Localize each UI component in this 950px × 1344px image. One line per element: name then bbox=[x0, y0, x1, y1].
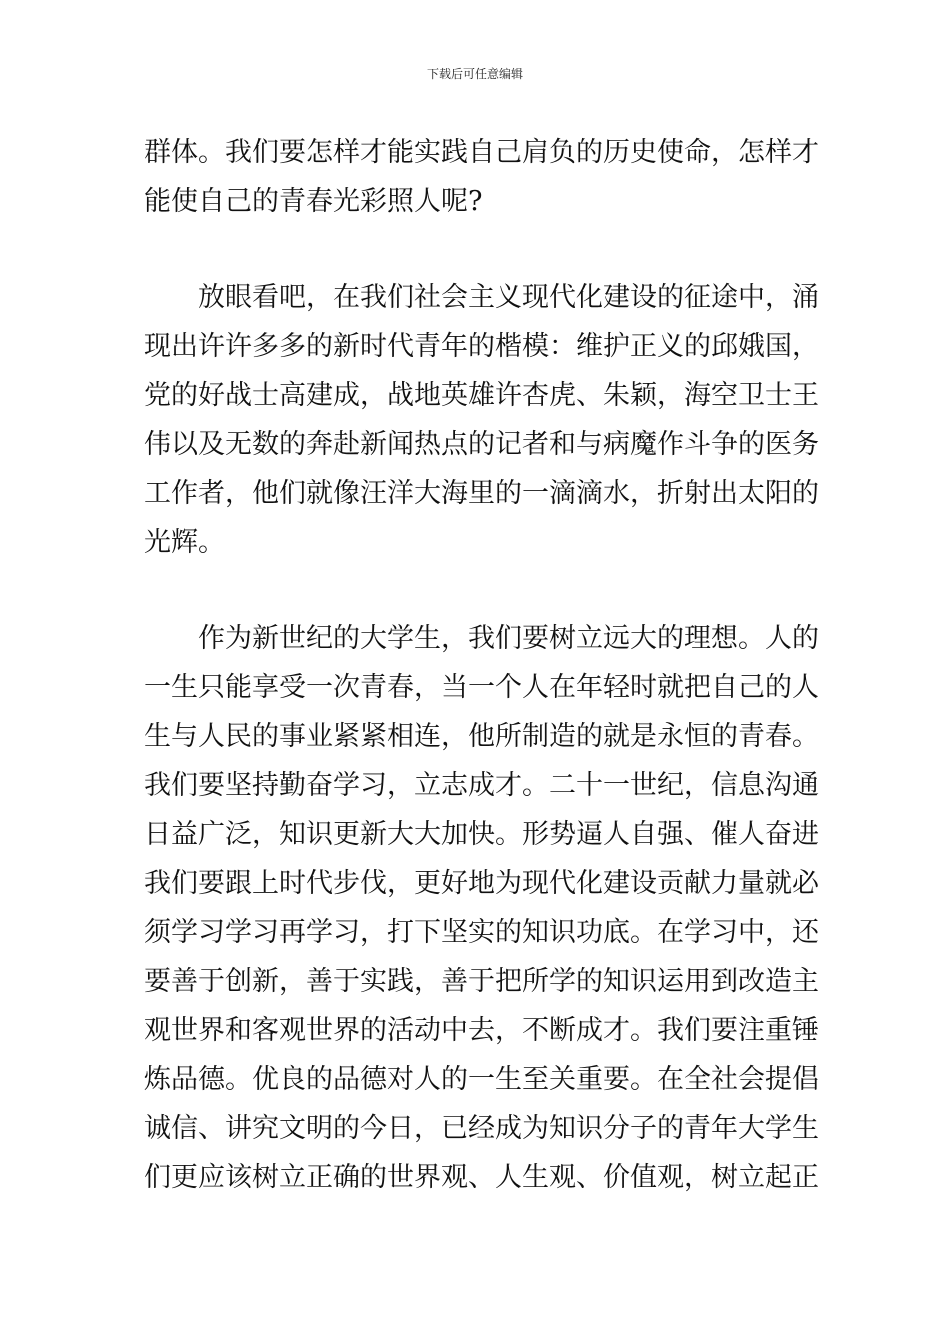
text-line: 们更应该树立正确的世界观、人生观、价值观，树立起正 bbox=[144, 1162, 819, 1193]
text-line: 须学习学习再学习，打下坚实的知识功底。在学习中，还 bbox=[144, 917, 819, 948]
text-line: 生与人民的事业紧紧相连，他所制造的就是永恒的青春。 bbox=[144, 721, 819, 752]
text-line: 一生只能享受一次青春，当一个人在年轻时就把自己的人 bbox=[144, 672, 819, 703]
document-body bbox=[144, 128, 819, 1202]
text-line: 能使自己的青春光彩照人呢? bbox=[144, 186, 483, 217]
text-line: 群体。我们要怎样才能实践自己肩负的历史使命，怎样才 bbox=[144, 137, 819, 168]
text-line: 现出许许多多的新时代青年的楷模：维护正义的邱娥国， bbox=[144, 331, 819, 362]
paragraph-3 bbox=[144, 614, 819, 1202]
text-line: 观世界和客观世界的活动中去，不断成才。我们要注重锤 bbox=[144, 1015, 819, 1046]
paragraph-1 bbox=[144, 128, 819, 226]
paragraph-2 bbox=[144, 273, 819, 567]
text-line: 要善于创新，善于实践，善于把所学的知识运用到改造主 bbox=[144, 966, 819, 997]
text-line: 日益广泛，知识更新大大加快。形势逼人自强、催人奋进 bbox=[144, 819, 819, 850]
text-line: 光辉。 bbox=[144, 527, 225, 558]
text-line: 伟以及无数的奔赴新闻热点的记者和与病魔作斗争的医务 bbox=[144, 429, 819, 460]
text-line: 炼品德。优良的品德对人的一生至关重要。在全社会提倡 bbox=[144, 1064, 819, 1095]
text-line: 作为新世纪的大学生，我们要树立远大的理想。人的 bbox=[198, 623, 819, 654]
text-line: 放眼看吧，在我们社会主义现代化建设的征途中，涌 bbox=[198, 282, 819, 313]
paragraph-gap bbox=[144, 226, 808, 273]
text-line: 工作者，他们就像汪洋大海里的一滴滴水，折射出太阳的 bbox=[144, 478, 819, 509]
text-line: 我们要坚持勤奋学习，立志成才。二十一世纪，信息沟通 bbox=[144, 770, 819, 801]
paragraph-gap bbox=[144, 567, 808, 614]
text-line: 党的好战士高建成，战地英雄许杏虎、朱颖，海空卫士王 bbox=[144, 380, 819, 411]
text-line: 诚信、讲究文明的今日，已经成为知识分子的青年大学生 bbox=[144, 1113, 819, 1144]
page-header: 下载后可任意编辑 bbox=[426, 67, 523, 81]
text-line: 我们要跟上时代步伐，更好地为现代化建设贡献力量就必 bbox=[144, 868, 819, 899]
